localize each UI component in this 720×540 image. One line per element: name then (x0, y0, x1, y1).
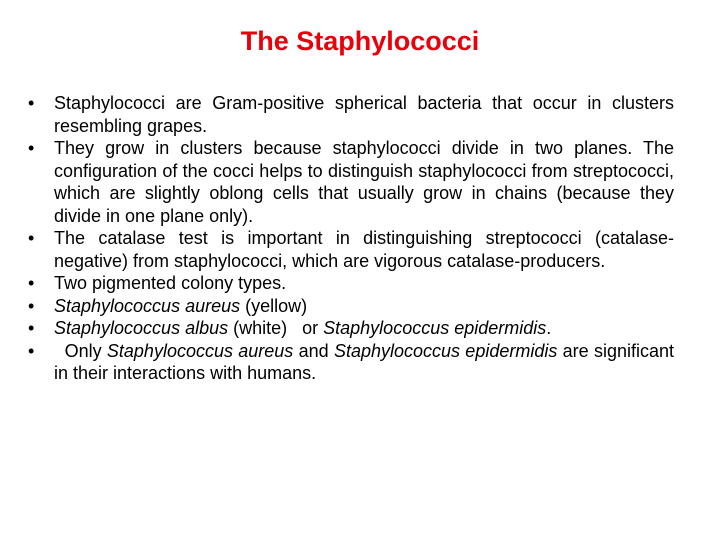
list-item (28, 317, 674, 340)
bullet-text: (white) or (228, 318, 324, 338)
bullet-text: Two pigmented colony types. (54, 273, 287, 293)
bullet-dot: • (28, 138, 35, 158)
bullet-text: The catalase test is important in distinguishing streptococci (catalase-negative) from staphylococci, which are vigorous catalase-producers. (54, 228, 674, 271)
bullet-text: are significant in their interactions with humans. (54, 340, 674, 383)
list-item (28, 340, 674, 385)
bullet-text: (yellow) (240, 295, 308, 316)
bullet-dot: • (28, 273, 35, 293)
list-item (28, 295, 674, 318)
list-item (28, 92, 674, 137)
bullet-dot: • (28, 295, 35, 316)
bullet-dot: • (28, 228, 35, 248)
species-name: Staphylococcus albus (54, 318, 229, 338)
species-name: Staphylococcus aureus (54, 295, 241, 316)
species-name: Staphylococcus aureus (106, 340, 294, 361)
slide-title: The Staphylococci (240, 26, 480, 56)
species-name: Staphylococcus epidermidis (323, 318, 547, 338)
bullet-dot: • (28, 318, 35, 338)
list-item (28, 137, 674, 227)
bullet-text: They grow in clusters because staphylococci divide in two planes. The configuration of the cocci helps to distinguish staphylococci from streptococci, which are slightly oblong cells that usually grow in chains (because they divide in one plane only). (54, 138, 674, 226)
bullet-dot: • (28, 93, 35, 113)
bullet-text: Only (54, 340, 107, 361)
list-item (28, 272, 674, 295)
bullet-dot: • (28, 340, 35, 361)
bullet-list (28, 92, 674, 385)
bullet-text: and (293, 340, 334, 361)
species-name: Staphylococcus epidermidis (333, 340, 558, 361)
list-item (28, 227, 674, 272)
bullet-text: Staphylococci are Gram-positive spherical bacteria that occur in clusters resembling grapes. (54, 93, 674, 136)
bullet-text: . (546, 318, 552, 338)
